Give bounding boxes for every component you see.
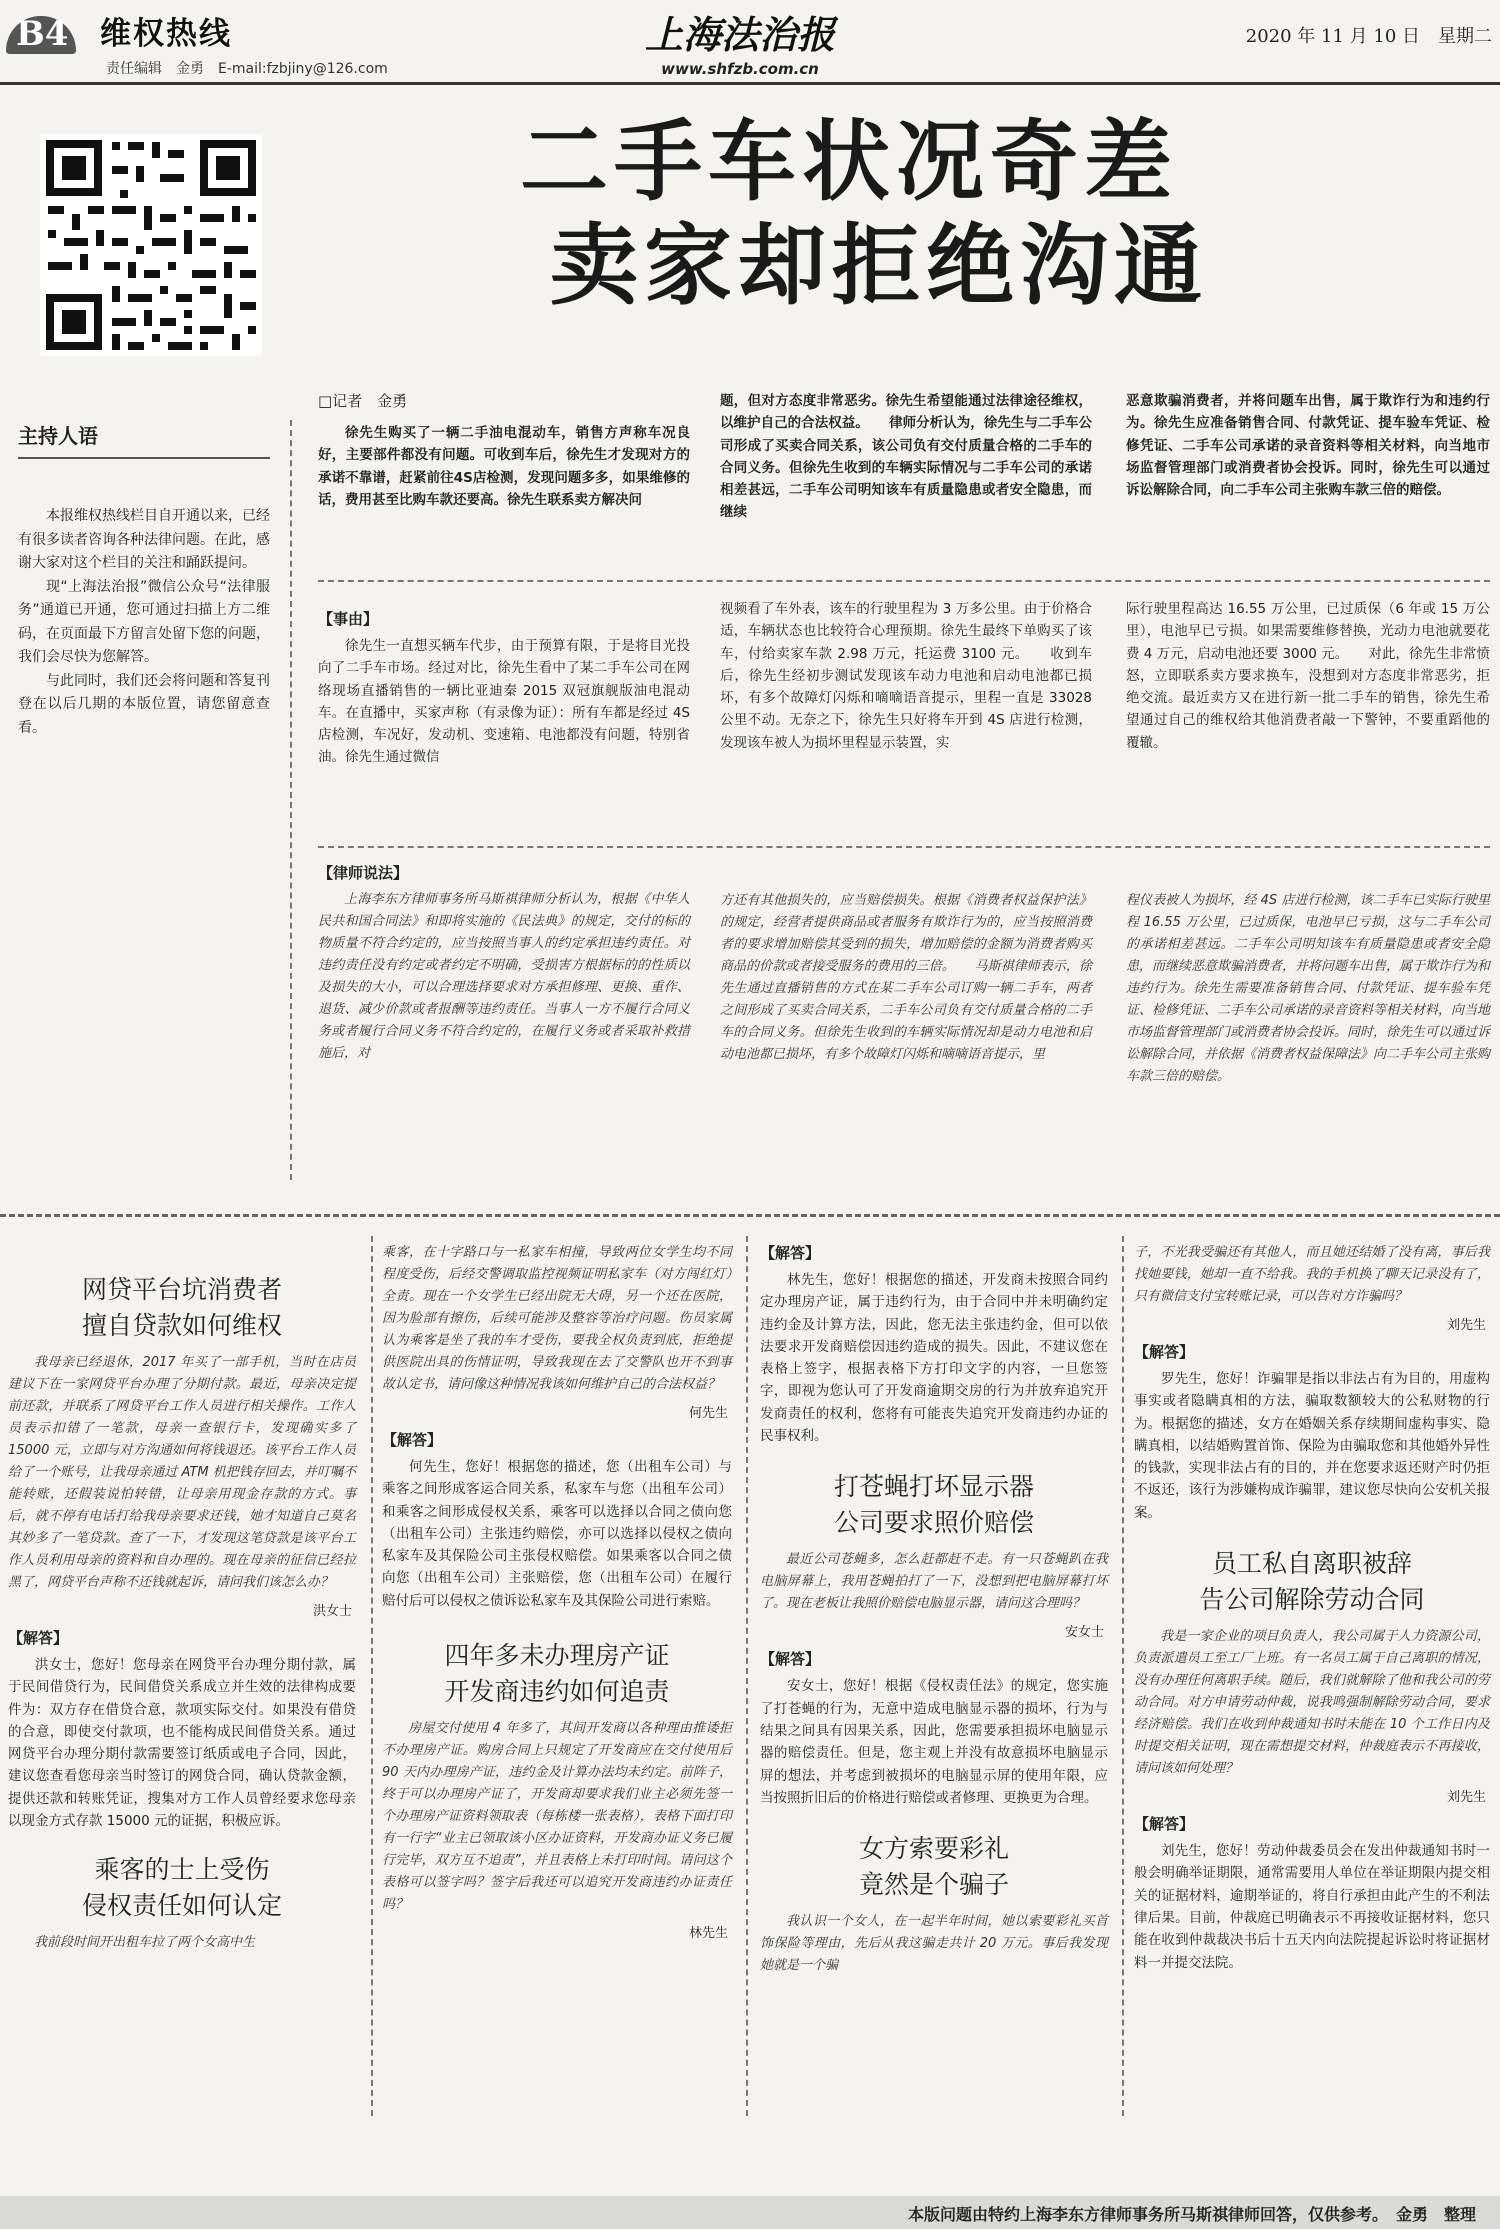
qa-answer <box>1134 1840 1490 1974</box>
footer-bar <box>0 2196 1500 2229</box>
editor-line: 责任编辑 金勇 E-mail:fzbjiny@126.com <box>106 61 388 77</box>
qa-answer-tag: 【解答】 <box>760 1244 821 1262</box>
qa-question-text: 我前段时间开出租车拉了两个女高中生 <box>34 1935 256 1951</box>
qa-answer <box>382 1456 732 1612</box>
qa-answer <box>8 1654 356 1832</box>
lawyer-text: 上海李东方律师事务所马斯祺律师分析认为，根据《中华人民共和国合同法》和即将实施的《民法典》的规定，交付的标的物质量不符合约定的，应当按照当事人的约定承担违约责任。对违约责任没有约定或者约定不明确，受损害方根据标的的性质以及损失的大小，可以合理选择要求对方承担修理、更换、重作、退货、减少价款或者报酬等违约责任。当事人一方不履行合同义务或者履行合同义务不符合约定的，在履行义务或者采取补救措施后，对 <box>318 892 690 1061</box>
qa-title <box>1134 1546 1490 1618</box>
qa-question-text: 最近公司苍蝇多，怎么赶都赶不走。有一只苍蝇趴在我电脑屏幕上，我用苍蝇拍打了一下，没想到把电脑屏幕打坏了。现在老板让我照价赔偿电脑显示器，请问这合理吗？ <box>760 1552 1108 1612</box>
qa-answer-tag: 【解答】 <box>8 1629 69 1647</box>
qa-title <box>382 1638 732 1710</box>
qa-signature: 何先生 <box>688 1406 728 1421</box>
divider-dashed-vertical <box>290 420 292 1180</box>
lead-column-2 <box>720 390 1092 524</box>
qa-title-line: 侵权责任如何认定 <box>81 1891 282 1921</box>
qa-question-text: 我认识一个女人，在一起半年时间，她以索要彩礼买首饰保险等理由，先后从我这骗走共计 20 万元。事后我发现她就是一个骗 <box>760 1914 1108 1974</box>
headline <box>520 110 1460 318</box>
qa-title <box>8 1852 356 1924</box>
qa-title <box>760 1469 1108 1541</box>
lawyer-column-3 <box>1126 890 1490 1088</box>
qa-answer-text: 罗先生，您好！诈骗罪是指以非法占有为目的，用虚构事实或者隐瞒真相的方法，骗取数额较大的公私财物的行为。根据您的描述，女方在婚姻关系存续期间虚构事实、隐瞒真相，以结婚购置首饰、保险为由骗取您和其他婚外异性的钱款，实现非法占有的目的，并在您要求返还财产时仍拒不返还，该行为涉嫌构成诈骗罪，建议您尽快向公安机关报案。 <box>1134 1371 1490 1521</box>
qa-column-4 <box>1134 1242 1490 1974</box>
host-paragraph: 现“上海法治报”微信公众号“法律服务”通道已开通，您可通过扫描上方二维码，在页面最下方留言处留下您的问题，我们会尽快为您解答。 <box>18 578 270 665</box>
qa-answer-tag: 【解答】 <box>1134 1815 1195 1834</box>
qa-title-line: 擅自贷款如何维权 <box>81 1311 282 1340</box>
qa-title-line: 公司要求照价赔偿 <box>833 1508 1034 1538</box>
qa-answer-text: 安女士，您好！根据《侵权责任法》的规定，您实施了打苍蝇的行为，无意中造成电脑显示器的损坏，行为与结果之间具有因果关系，因此，您需要承担损坏电脑显示器的赔偿责任。但是，您主观上并没有故意损坏电脑显示屏的想法，并考虑到被损坏的电脑显示屏的使用年限，应当按照折旧后的价格进行赔偿或者修理、更换更为合理。 <box>760 1678 1108 1806</box>
divider-dashed <box>318 846 1490 848</box>
qa-answer-text: 何先生，您好！根据您的描述，您（出租车公司）与乘客之间形成客运合同关系，私家车与您（出租车公司）和乘客之间形成侵权关系，乘客可以选择以合同之债向您（出租车公司）主张违约赔偿，亦可以选择以侵权之债向私家车及其保险公司主张侵权赔偿。如果乘客以合同之债向您（出租车公司）主张赔偿，您（出租车公司）在履行赔付后可以侵权之债诉讼私家车及其保险公司进行索赔。 <box>382 1459 732 1609</box>
story-text: 视频看了车外表，该车的行驶里程为 3 万多公里。由于价格合适，车辆状态也比较符合心理预期。徐先生最终下单购买了该车，付给卖家车款 2.98 万元，托运费 3100 元。 收到车后，徐先生经初步测试发现该车动力电池和启动电池都已损坏，有多个故障灯闪烁和嘀嘀语音提示，里程一直是 33028 公里不动。无奈之下，徐先生只好将车开到 4S 店进行检测，发现该车被人为损坏里程显示装置，实 <box>720 601 1092 751</box>
qa-title-line: 开发商违约如何追责 <box>444 1677 670 1707</box>
qa-question-text: 乘客，在十字路口与一私家车相撞，导致两位女学生均不同程度受伤，后经交警调取监控视频证明私家车（对方闯红灯）全责。现在一个女学生已经出院无大碍，另一个还在医院，因为脸部有擦伤，后续可能涉及整容等治疗问题。伤员家属认为乘客是坐了我的车才受伤，要我全权负责到底，拒绝提供医院出具的伤情证明，导致我现在去了交警队也开不到事故认定书，请问像这种情况我该如何维护自己的合法权益？ <box>382 1245 732 1392</box>
qa-title-line: 打苍蝇打坏显示器 <box>833 1472 1034 1502</box>
qa-answer-tag: 【解答】 <box>760 1650 821 1669</box>
qa-question <box>760 1549 1108 1615</box>
lawyer-tag: 【律师说法】 <box>318 864 409 882</box>
qa-answer <box>1134 1368 1490 1524</box>
host-label: 主持人语 <box>18 424 98 448</box>
qa-question <box>760 1911 1108 1977</box>
qa-question-text: 房屋交付使用 4 年多了，其间开发商以各种理由推诿拒不办理房产证。购房合同上只规定了开发商应在交付使用后 90 天内办理房产证，违约金及计算办法均未约定。前阵子，终于可以办理房产证了，开发商却要求我们业主必须先签一个办理房产证资料领取表（每栋楼一张表格），表格下面打印有一行字“业主已领取该小区办证资料，开发商办证义务已履行完毕，双方互不追责”，并且表格上未打印时间。请问这个表格可以签字吗？签字后我还可以追究开发商违约办证责任吗？ <box>382 1721 732 1913</box>
qa-title-line: 四年多未办理房产证 <box>444 1641 670 1671</box>
story-column-2 <box>720 598 1092 754</box>
story-section <box>318 608 690 769</box>
qa-signature: 安女士 <box>1064 1625 1104 1641</box>
host-rule <box>18 457 270 459</box>
wechat-qr-code[interactable] <box>40 134 262 356</box>
story-tag: 【事由】 <box>318 610 379 628</box>
lead-column-1 <box>318 422 690 511</box>
lead-text: 恶意欺骗消费者，并将问题车出售，属于欺诈行为和违约行为。徐先生应准备销售合同、付款凭证、提车验车凭证、检修凭证、二手车公司承诺的录音资料等相关材料，向当地市场监督管理部门或消费者协会投诉。同时，徐先生可以通过诉讼解除合同，向二手车公司主张购车款三倍的赔偿。 <box>1126 393 1490 499</box>
qa-answer <box>760 1269 1108 1447</box>
qa-answer-tag: 【解答】 <box>382 1431 443 1449</box>
section-title: 维权热线 <box>100 16 232 52</box>
lead-text: 徐先生购买了一辆二手油电混动车，销售方声称车况良好，主要部件都没有问题。可收到车后，徐先生才发现对方的承诺不靠谱，赶紧前往4S店检测，发现问题多多，如果维修的话，费用甚至比购车款还要高。徐先生联系卖方解决问 <box>318 425 690 508</box>
qa-column-2 <box>382 1242 732 1945</box>
host-text <box>18 505 270 740</box>
qa-title-line: 告公司解除劳动合同 <box>1199 1585 1425 1615</box>
divider-dashed <box>318 580 1490 582</box>
story-text: 际行驶里程高达 16.55 万公里，已过质保（6 年或 15 万公里），电池早已亏损。如果需要维修替换，光动力电池就要花费 4 万元，启动电池还要 3000 元。 对此，徐先生非常愤怒，立即联系卖方要求换车，没想到对方态度非常恶劣，拒绝交流。最近卖方又在进行新一批二手车的销售，徐先生希望通过自己的维权给其他消费者敲一下警钟，不要重蹈他的覆辙。 <box>1126 601 1490 751</box>
host-paragraph: 与此同时，我们还会将问题和答复刊登在以后几期的本版位置，请您留意查看。 <box>18 672 270 736</box>
lawyer-column-1 <box>318 889 690 1065</box>
qa-top-divider <box>0 1214 1500 1217</box>
qa-answer-tag: 【解答】 <box>1134 1343 1195 1361</box>
qa-column-1 <box>8 1262 356 1954</box>
qa-question-text: 我是一家企业的项目负责人，我公司属于人力资源公司，负责派遣员工至工厂上班。有一名员工属于自己离职的情况，没有办理任何离职手续。随后，我们就解除了他和我公司的劳动合同。对方申请劳动仲裁，说我鸣强制解除劳动合同，要求经济赔偿。我们在收到仲裁通知书时未能在 10 个工作日内及时提交相关证明，现在需想提交材料，仲裁庭表示不再接收，请问该如何处理？ <box>1134 1629 1490 1777</box>
qa-title-line: 乘客的士上受伤 <box>94 1855 270 1885</box>
qa-title-line: 竟然是个骗子 <box>858 1870 1009 1900</box>
headline-line-2: 卖家却拒绝沟通 <box>550 214 1209 317</box>
qa-title-line: 女方索要彩礼 <box>858 1834 1009 1864</box>
qa-title-line: 网贷平台坑消费者 <box>81 1275 282 1304</box>
header-rule <box>0 82 1500 85</box>
lawyer-text: 程仪表被人为损坏，经 4S 店进行检测，该二手车已实际行驶里程 16.55 万公里，已过质保，电池早已亏损，这与二手车公司的承诺相差甚远。二手车公司明知该车有质量隐患或者安全隐患，而继续恶意欺骗消费者，并将问题车出售，属于欺诈行为和违约行为。徐先生需要准备销售合同、付款凭证、提车验车凭证、检修凭证、二手车公司承诺的录音资料等相关材料，向当地市场监督管理部门或消费者协会投诉。同时，徐先生可以通过诉讼解除合同，并依据《消费者权益保障法》向二手车公司主张购车款三倍的赔偿。 <box>1126 893 1491 1084</box>
host-paragraph: 本报维权热线栏目自开通以来，已经有很多读者咨询各种法律问题。在此，感谢大家对这个栏目的关注和踊跃提问。 <box>18 508 270 571</box>
page-header <box>0 0 1500 78</box>
qa-signature: 林先生 <box>688 1926 728 1942</box>
qa-question <box>1134 1242 1490 1308</box>
page-number-badge <box>6 12 90 56</box>
qa-column-divider <box>371 1236 373 2116</box>
qa-question <box>8 1932 356 1954</box>
issue-date: 2020 年 11 月 10 日 星期二 <box>1245 26 1492 47</box>
story-text: 徐先生一直想买辆车代步，由于预算有限，于是将目光投向了二手车市场。经过对比，徐先生看中了某二手车公司在网络现场直播销售的一辆比亚迪秦 2015 双冠旗舰版油电混动车。在直播中，买家声称（有录像为证）：所有车都是经过 4S 店检测，车况好，发动机、变速箱、电池都没有问题，特别省油。徐先生通过微信 <box>318 638 690 766</box>
qa-question-text: 子，不光我受骗还有其他人，而且她还结婚了没有离，事后我找她要钱，她却一直不给我。我的手机换了聊天记录没有了，只有微信支付宝转账记录，可以告对方诈骗吗？ <box>1134 1245 1490 1304</box>
lead-byline: □记者 金勇 <box>318 392 408 410</box>
qa-question-text: 我母亲已经退休，2017 年买了一部手机，当时在店员建议下在一家网贷平台办理了分期付款。最近，母亲决定提前还款，并联系了网贷平台工作人员进行相关操作。工作人员表示扣错了一笔款，母亲一查银行卡，发现确实多了 15000 元，立即与对方沟通如何将钱退还。该平台工作人员给了一个账号，让我母亲通过 ATM 机把钱存回去，并叮嘱不能转账，还假装说怕转错，让母亲用现金存款的方式。事后，就不停有电话打给我母亲要求还钱，她才知道自己莫名其妙多了一笔贷款。查了一下，才发现这笔贷款是该平台工作人员利用母亲的资料和自办理的。现在母亲的征信已经拉黑了，网贷平台声称不还钱就起诉，请问我们该怎么办？ <box>8 1355 356 1590</box>
qa-answer-text: 洪女士，您好！您母亲在网贷平台办理分期付款，属于民间借贷行为，民间借贷关系成立并生效的法律构成要件为：双方存在借贷合意，款项实际交付。如果没有借贷的合意，即使交付款项，也不能构成民间借贷关系。通过网贷平台办理分期付款需要签订纸质或电子合同，因此，建议您查看您母亲当时签订的网贷合同，确认贷款金额，提供还款和转账凭证，搜集对方工作人员曾经要求您母亲以现金方式存款 15000 元的证据，积极应诉。 <box>8 1657 356 1830</box>
qa-title <box>8 1272 356 1344</box>
lawyer-text: 方还有其他损失的，应当赔偿损失。根据《消费者权益保护法》的规定，经营者提供商品或者服务有欺诈行为的，应当按照消费者的要求增加赔偿其受到的损失，增加赔偿的金额为消费者购买商品的价款或者接受服务的费用的三倍。 马斯祺律师表示，徐先生通过直播销售的方式在某二手车公司订购一辆二手车，两者之间形成了买卖合同关系，二手车公司负有交付质量合格的二手车的合同义务。但徐先生收到的车辆实际情况却是动力电池和启动电池都已损坏，有多个故障灯闪烁和嘀嘀语音提示，里 <box>720 893 1092 1062</box>
qa-question <box>8 1352 356 1594</box>
qa-answer <box>760 1675 1108 1809</box>
qa-answer-text: 刘先生，您好！劳动仲裁委员会在发出仲裁通知书时一般会明确举证期限，通常需要用人单位在举证期限内提交相关的证据材料，逾期举证的，将自行承担由此产生的不利法律后果。目前，仲裁庭已明确表示不再接收证据材料，您只能在收到仲裁裁决书后十五天内向法院提起诉讼时将证据材料一并提交法院。 <box>1134 1843 1490 1971</box>
page-number: B4 <box>16 14 69 54</box>
qa-title-line: 员工私自离职被辞 <box>1211 1549 1412 1579</box>
qa-column-divider <box>746 1236 748 2116</box>
host-column <box>18 420 270 740</box>
lawyer-section <box>318 862 690 1065</box>
qa-question <box>382 1718 732 1916</box>
qa-question <box>1134 1626 1490 1780</box>
masthead: 上海法治报 <box>644 12 835 57</box>
qa-column-divider <box>1122 1236 1124 2116</box>
headline-line-1: 二手车状况奇差 <box>520 110 1179 213</box>
story-column-3 <box>1126 598 1490 754</box>
lawyer-column-2 <box>720 890 1092 1066</box>
qa-answer-text: 林先生，您好！根据您的描述，开发商未按照合同约定办理房产证，属于违约行为，由于合同中并未明确约定违约金及计算方法，因此，您无法主张违约金，但可以依法要求开发商赔偿因违约造成的损失。因此，不建议您在表格上签字，根据表格下方打印文字的内容，一旦您签字，即视为您认可了开发商逾期交房的行为并放弃追究开发商责任的权利，您将有可能丧失追究开发商违约办证的民事权利。 <box>760 1272 1108 1445</box>
lead-text: 题，但对方态度非常恶劣。徐先生希望能通过法律途径维权，以维护自己的合法权益。 律师分析认为，徐先生与二手车公司形成了买卖合同关系，该公司负有交付质量合格的二手车的合同义务。但徐先生收到的车辆实际情况与二手车公司的承诺相差甚远，二手车公司明知该车有质量隐患或者安全隐患，而继续 <box>720 393 1092 521</box>
lead-column-3 <box>1126 390 1490 501</box>
qa-signature: 刘先生 <box>1446 1318 1486 1333</box>
website: www.shfzb.com.cn <box>661 60 819 78</box>
qr-code-image <box>40 134 262 356</box>
qa-column-3 <box>760 1242 1108 1977</box>
qa-title <box>760 1831 1108 1903</box>
qa-question <box>382 1242 732 1396</box>
footer-note: 本版问题由特约上海李东方律师事务所马斯祺律师回答，仅供参考。 金勇 整理 <box>907 2205 1476 2224</box>
qa-signature: 刘先生 <box>1446 1790 1486 1806</box>
story-column-1 <box>318 635 690 769</box>
qa-signature: 洪女士 <box>312 1604 352 1619</box>
